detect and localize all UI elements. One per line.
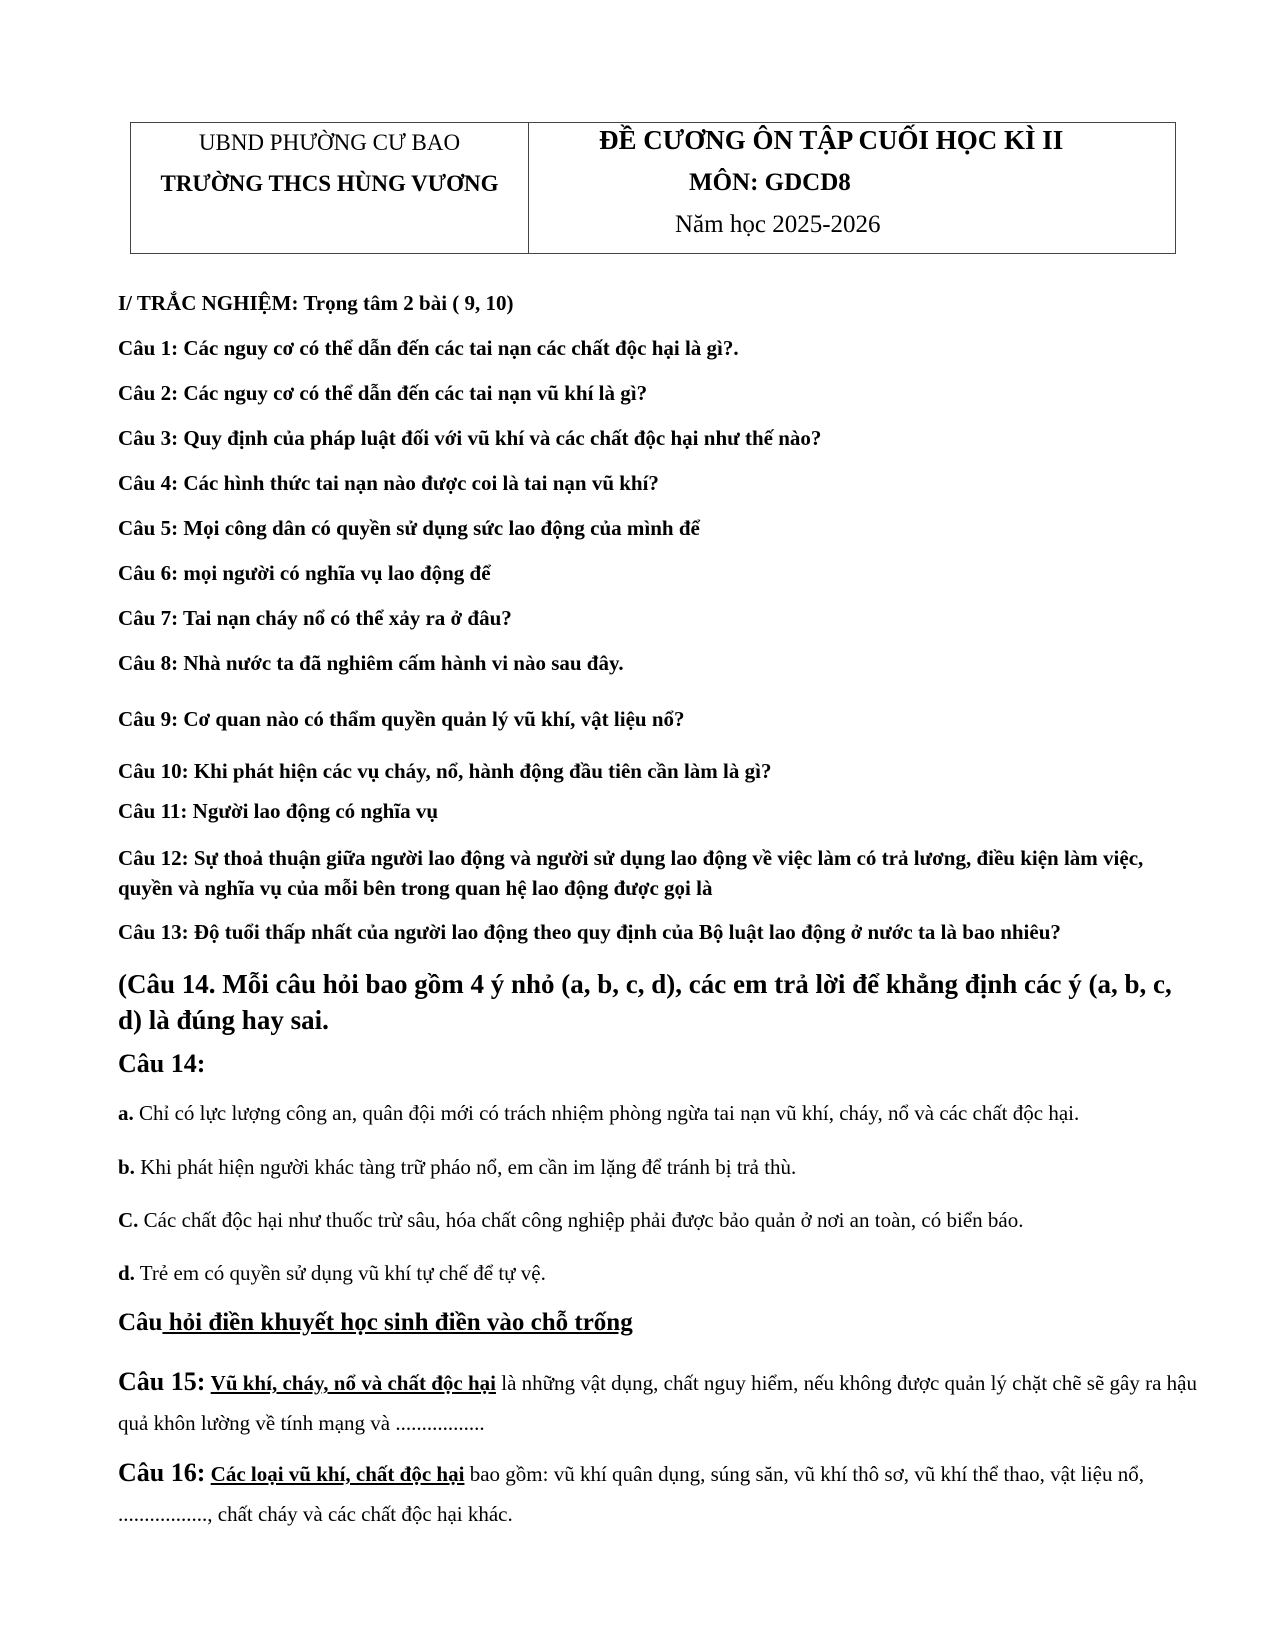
question-8: Câu 8: Nhà nước ta đã nghiêm cấm hành vi nào sau đây. xyxy=(118,651,624,675)
question-15 xyxy=(118,1362,1208,1443)
question-4: Câu 4: Các hình thức tai nạn nào được coi là tai nạn vũ khí? xyxy=(118,471,659,495)
question-16-text: bao gồm: vũ khí quân dụng, súng săn, vũ khí thô sơ, vũ khí thể thao, vật liệu nổ, ................., chất cháy và các chất độc hại khác. xyxy=(118,1462,1144,1526)
fill-heading-text: hỏi điền khuyết học sinh điền vào chỗ trống xyxy=(162,1309,633,1336)
option-d xyxy=(118,1259,546,1287)
subject-label: MÔN: GDCD8 xyxy=(689,169,851,196)
option-text: Khi phát hiện người khác tàng trữ pháo nổ, em cần im lặng để tránh bị trả thù. xyxy=(134,1155,797,1179)
header-org-cell xyxy=(131,123,529,253)
option-a xyxy=(118,1099,1079,1127)
question-5: Câu 5: Mọi công dân có quyền sử dụng sức lao động của mình để xyxy=(118,516,700,540)
option-text: Chỉ có lực lượng công an, quân đội mới có trách nhiệm phòng ngừa tai nạn vũ khí, cháy, nổ và các chất độc hại. xyxy=(133,1101,1080,1125)
section-heading-multiple-choice: I/ TRẮC NGHIỆM: Trọng tâm 2 bài ( 9, 10) xyxy=(118,291,514,315)
question-15-keyword: Vũ khí, cháy, nổ và chất độc hại xyxy=(210,1371,496,1395)
question-11: Câu 11: Người lao động có nghĩa vụ xyxy=(118,799,439,823)
option-key: d. xyxy=(118,1261,135,1285)
question-2: Câu 2: Các nguy cơ có thể dẫn đến các tai nạn vũ khí là gì? xyxy=(118,381,648,405)
question-12: Câu 12: Sự thoả thuận giữa người lao động và người sử dụng lao động về việc làm có trả lương, điều kiện làm việc, quyền và nghĩa vụ của mỗi bên trong quan hệ lao động được gọi là xyxy=(118,846,1144,900)
option-text: Trẻ em có quyền sử dụng vũ khí tự chế để tự vệ. xyxy=(134,1261,546,1285)
question-10: Câu 10: Khi phát hiện các vụ cháy, nổ, hành động đầu tiên cần làm là gì? xyxy=(118,759,772,783)
option-b xyxy=(118,1153,796,1181)
question-16-keyword: Các loại vũ khí, chất độc hại xyxy=(210,1462,465,1486)
question-7: Câu 7: Tai nạn cháy nổ có thể xảy ra ở đâu? xyxy=(118,606,512,630)
school-year: Năm học 2025-2026 xyxy=(675,211,881,238)
question-6: Câu 6: mọi người có nghĩa vụ lao động để xyxy=(118,561,491,585)
org-name: UBND PHƯỜNG CƯ BAO xyxy=(198,130,461,155)
question-1: Câu 1: Các nguy cơ có thể dẫn đến các tai nạn các chất độc hại là gì?. xyxy=(118,336,739,360)
question-16-number: Câu 16: xyxy=(118,1458,206,1487)
section-heading-fill-in xyxy=(118,1309,633,1337)
school-name: TRƯỜNG THCS HÙNG VƯƠNG xyxy=(160,171,499,196)
option-text: Các chất độc hại như thuốc trừ sâu, hóa chất công nghiệp phải được bảo quản ở nơi an toàn, có biển báo. xyxy=(138,1208,1024,1232)
question-3: Câu 3: Quy định của pháp luật đối với vũ khí và các chất độc hại như thế nào? xyxy=(118,426,822,450)
question-14-label: Câu 14: xyxy=(118,1049,206,1078)
option-key: a. xyxy=(118,1101,134,1125)
option-key: b. xyxy=(118,1155,135,1179)
question-15-text: là những vật dụng, chất nguy hiểm, nếu không được quản lý chặt chẽ sẽ gây ra hậu quả khôn lường về tính mạng và ................. xyxy=(118,1371,1197,1435)
option-key: C. xyxy=(118,1208,139,1232)
true-false-intro: (Câu 14. Mỗi câu hỏi bao gồm 4 ý nhỏ (a, b, c, d), các em trả lời để khẳng định các ý (a, b, c, d) là đúng hay sai. xyxy=(118,969,1172,1035)
header-title-cell xyxy=(529,123,1175,253)
header-table xyxy=(130,122,1176,254)
question-15-number: Câu 15: xyxy=(118,1367,206,1396)
option-c xyxy=(118,1206,1023,1234)
question-13: Câu 13: Độ tuổi thấp nhất của người lao động theo quy định của Bộ luật lao động ở nước ta là bao nhiêu? xyxy=(118,920,1061,944)
fill-heading-prefix: Câu xyxy=(118,1309,163,1336)
question-16 xyxy=(118,1453,1208,1534)
question-9: Câu 9: Cơ quan nào có thẩm quyền quản lý vũ khí, vật liệu nổ? xyxy=(118,707,685,731)
document-title: ĐỀ CƯƠNG ÔN TẬP CUỐI HỌC KÌ II xyxy=(599,125,1064,155)
